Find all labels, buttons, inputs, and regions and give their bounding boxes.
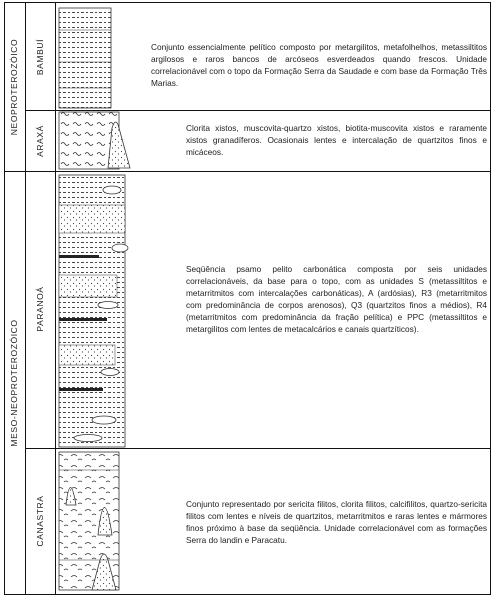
unit-description-araxa: Clorita xistos, muscovita-quartzo xistos, biotita-muscovita xistos e raramente xistos granadíferos. Ocasionais lentes e intercalação de quartzitos finos e micáceos. (186, 123, 487, 157)
unit-label-bambui: BAMBUÍ (35, 38, 45, 76)
era-label-neoproterozoico: NEOPROTEROZÓICO (9, 38, 19, 136)
paranoa-carbonate-lens-3 (98, 302, 118, 309)
paranoa-sandy-interval-middle (59, 275, 117, 297)
paranoa-carbonate-lens-5 (92, 416, 116, 424)
paranoa-dark-bed-1 (59, 255, 99, 258)
unit-label-araxa: ARAXÁ (35, 125, 45, 157)
unit-description-bambui: Conjunto essencialmente pelítico composto por metargilitos, metafolhelhos, metassiltitos argilosos e raros bancos de arcóseos esverdeados quando frescos. Unidade correlacionável com o topo da Formação Serra da Saudade e com base da Formação Três Marias. (151, 42, 487, 88)
paranoa-carbonate-lens-6 (74, 435, 102, 442)
bambui-lithology (59, 8, 111, 108)
unit-description-paranoa: Seqüência psamo pelito carbonática composta por seis unidades correlacionáveis, da base para o topo, com as unidades S (metassiltitos e metarritmitos com intercalações carbonáticas), A (ardósias), R3 (metarritmitos com predominância de corpos arenosos), Q3 (quartzitos finos a médios), R4 (metarritmitos com predominância da fração pelítica) e PPC (metassiltitos e metargilitos com lentes de metacalcários e canais quartzíticos). (186, 264, 487, 334)
paranoa-dark-bed-3 (59, 388, 103, 391)
paranoa-carbonate-lens-2 (112, 244, 128, 252)
unit-description-canastra: Conjunto representado por sericita filitos, clorita filitos, calcifilitos, quartzo-sericita filitos com lentes e níveis de quartzitos, metarritmitos e raras lentes e mármores finos próximo à base da seqüência. Unidade correlacionável com as formações Serra do landin e Paracatu. (186, 499, 487, 545)
paranoa-carbonate-lens-4 (101, 369, 119, 376)
paranoa-dark-bed-2 (59, 318, 107, 321)
unit-label-paranoa: PARANOÁ (35, 286, 45, 332)
paranoa-quartzite-q3 (59, 345, 115, 365)
unit-label-canastra: CANASTRA (35, 495, 45, 547)
paranoa-carbonate-lens-1 (103, 186, 121, 194)
paranoa-sandy-interval-upper (59, 205, 125, 233)
era-label-meso-neoproterozoico: MESO-NEOPROTEROZÓICO (9, 319, 19, 447)
